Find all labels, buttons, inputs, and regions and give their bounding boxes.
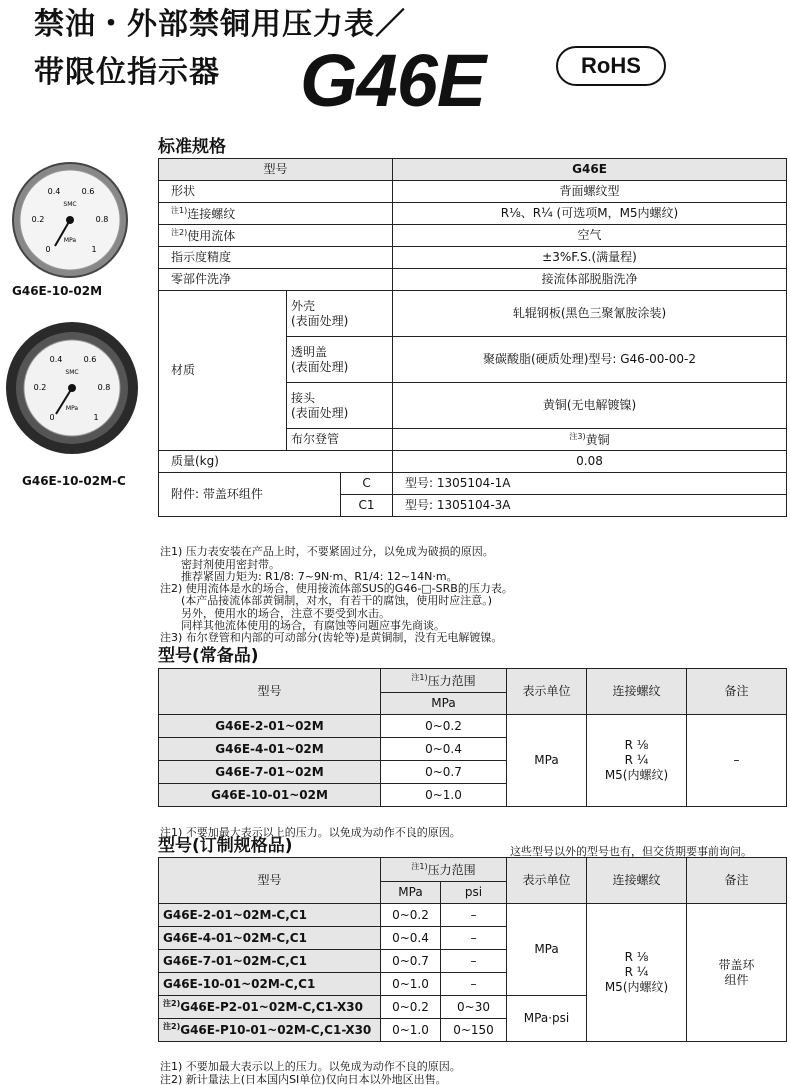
- note-line: 注2) 新计量法上(日本国内SI单位)仅向日本以外地区出售。: [160, 1072, 447, 1085]
- remark-cell: 带盖环 组件: [687, 904, 787, 1042]
- header-model: 型号: [159, 669, 381, 715]
- mpa-cell: 0~0.7: [381, 950, 441, 973]
- spec-label: 零部件洗净: [159, 269, 393, 291]
- note-marker: 注2): [163, 1022, 181, 1031]
- model-cell: G46E-10-01~02M-C,C1: [159, 973, 381, 996]
- gauge-unit: MPa: [63, 237, 77, 244]
- gauge-tick: 1: [91, 245, 97, 254]
- model-cell: G46E-7-01~02M: [159, 761, 381, 784]
- psi-cell: –: [441, 950, 507, 973]
- model-cell: G46E-10-01~02M: [159, 784, 381, 807]
- material-part: 外壳 (表面处理): [287, 291, 393, 337]
- gauge-unit: MPa: [65, 405, 79, 412]
- mpa-cell: 0~0.4: [381, 927, 441, 950]
- spec-value: ±3%F.S.(满量程): [393, 247, 787, 269]
- gauge-tick: 0.4: [49, 355, 63, 364]
- note-line: 注3) 布尔登管和内部的可动部分(齿轮等)是黄铜制，没有无电解镀镍。: [160, 631, 503, 645]
- spec-label: $^{注1)}$连接螺纹: [159, 203, 393, 225]
- gauge-tick: 1: [93, 413, 99, 422]
- note-marker: 注3): [569, 431, 586, 441]
- range-cell: 0~1.0: [381, 784, 507, 807]
- custom-side-note: 这些型号以外的型号也有，但交货期要事前询问。: [510, 845, 752, 858]
- model-cell: $^{注2)}$G46E-P10-01~02M-C,C1-X30: [159, 1019, 381, 1042]
- thread-cell: R ⅛ R ¼ M5(内螺纹): [587, 715, 687, 807]
- note-line: 推荐紧固力矩为: R1/8: 7~9N·m、R1/4: 12~14N·m。: [160, 569, 458, 583]
- spec-section-title: 标准规格: [158, 137, 226, 157]
- unit-cell: MPa: [507, 904, 587, 996]
- standard-section-title: 型号(常备品): [158, 646, 259, 666]
- gauge-caption-small: G46E-10-02M: [12, 284, 103, 298]
- psi-cell: –: [441, 973, 507, 996]
- header-unit: 表示单位: [507, 858, 587, 904]
- gauge-tick: 0: [45, 245, 51, 254]
- gauge-tick: 0.2: [33, 383, 47, 392]
- spec-value: 接流体部脱脂洗净: [393, 269, 787, 291]
- header-range-unit: MPa: [381, 693, 507, 715]
- unit-cell: MPa: [507, 715, 587, 807]
- note-line: 同样其他流体使用的场合，有腐蚀等问题应事先商谈。: [160, 619, 445, 633]
- spec-value: 背面螺纹型: [393, 181, 787, 203]
- spec-notes: [160, 534, 513, 657]
- material-label: 材质: [159, 291, 287, 451]
- accessory-code: C1: [341, 495, 393, 517]
- header-thread: 连接螺纹: [587, 858, 687, 904]
- note-line: 注1) 不要加最大表示以上的压力。以免成为动作不良的原因。: [160, 826, 461, 840]
- note-marker: 注2): [171, 227, 188, 237]
- material-value: 轧辊钢板(黑色三聚氰胺涂装): [393, 291, 787, 337]
- gauge-image-cover: [4, 320, 140, 456]
- note-marker: 注1): [171, 205, 188, 215]
- header-remark: 备注: [687, 858, 787, 904]
- model-cell: $^{注2)}$G46E-P2-01~02M-C,C1-X30: [159, 996, 381, 1019]
- spec-value: R⅛、R¼ (可选项M，M5内螺纹): [393, 203, 787, 225]
- mpa-cell: 0~0.2: [381, 904, 441, 927]
- spec-label: $^{注2)}$使用流体: [159, 225, 393, 247]
- page-title-line1: 禁油・外部禁铜用压力表／: [34, 7, 406, 42]
- page-title-line2: 带限位指示器: [34, 55, 220, 90]
- model-cell: G46E-7-01~02M-C,C1: [159, 950, 381, 973]
- header-mpa: MPa: [381, 882, 441, 904]
- mass-value: 0.08: [393, 451, 787, 473]
- mpa-cell: 0~1.0: [381, 973, 441, 996]
- thread-cell: R ⅛ R ¼ M5(内螺纹): [587, 904, 687, 1042]
- spec-header-value: G46E: [393, 159, 787, 181]
- header-range: $^{注1)}$压力范围: [381, 858, 507, 882]
- header-range: $^{注1)}$压力范围: [381, 669, 507, 693]
- psi-cell: –: [441, 927, 507, 950]
- header-thread: 连接螺纹: [587, 669, 687, 715]
- note-line: (本产品接流体部黄铜制，对水，有若干的腐蚀，使用时应注意。): [160, 594, 493, 608]
- accessory-label: 附件: 带盖环组件: [159, 473, 341, 517]
- mpa-cell: 0~1.0: [381, 1019, 441, 1042]
- custom-table: [158, 857, 787, 1042]
- gauge-tick: 0.8: [95, 215, 109, 224]
- material-part: 接头 (表面处理): [287, 383, 393, 429]
- model-cell: G46E-4-01~02M-C,C1: [159, 927, 381, 950]
- header-psi: psi: [441, 882, 507, 904]
- material-part: 布尔登管: [287, 429, 393, 451]
- note-line: 注1) 压力表安装在产品上时，不要紧固过分，以免成为破损的原因。: [160, 545, 494, 559]
- remark-cell: –: [687, 715, 787, 807]
- gauge-tick: 0.6: [81, 187, 95, 196]
- material-value: 黄铜(无电解镀镍): [393, 383, 787, 429]
- spec-header-label: 型号: [159, 159, 393, 181]
- note-line: 注1) 不要加最大表示以上的压力。以免成为动作不良的原因。: [160, 1060, 461, 1074]
- gauge-brand: SMC: [63, 201, 77, 208]
- material-part: 透明盖 (表面处理): [287, 337, 393, 383]
- range-cell: 0~0.2: [381, 715, 507, 738]
- custom-section-title: 型号(订制规格品): [158, 836, 293, 856]
- unit-cell: MPa·psi: [507, 996, 587, 1042]
- gauge-tick: 0.4: [47, 187, 61, 196]
- rohs-badge: RoHS: [556, 46, 666, 86]
- mass-label: 质量(kg): [159, 451, 393, 473]
- psi-cell: 0~150: [441, 1019, 507, 1042]
- model-cell: G46E-4-01~02M: [159, 738, 381, 761]
- note-line: 注2) 使用流体是水的场合，使用接流体部SUS的G46-□-SRB的压力表。: [160, 582, 513, 596]
- note-marker: 注1): [411, 672, 428, 682]
- header-remark: 备注: [687, 669, 787, 715]
- gauge-brand: SMC: [65, 369, 79, 376]
- psi-cell: 0~30: [441, 996, 507, 1019]
- standard-table: [158, 668, 787, 807]
- custom-notes: [160, 1049, 461, 1085]
- gauge-tick: 0: [49, 413, 55, 422]
- header-unit: 表示单位: [507, 669, 587, 715]
- spec-label: 形状: [159, 181, 393, 203]
- note-marker: 注1): [411, 861, 428, 871]
- range-cell: 0~0.4: [381, 738, 507, 761]
- header-model: 型号: [159, 858, 381, 904]
- model-cell: G46E-2-01~02M: [159, 715, 381, 738]
- gauge-tick: 0.8: [97, 383, 111, 392]
- gauge-caption-cover: G46E-10-02M-C: [22, 474, 126, 488]
- range-cell: 0~0.7: [381, 761, 507, 784]
- model-heading: G46E: [300, 39, 486, 122]
- spec-table: [158, 158, 787, 517]
- psi-cell: –: [441, 904, 507, 927]
- gauge-image-small: [10, 160, 130, 280]
- accessory-value: 型号: 1305104-3A: [393, 495, 787, 517]
- accessory-code: C: [341, 473, 393, 495]
- material-value: $^{注3)}$黄铜: [393, 429, 787, 451]
- note-line: 密封剂使用密封带。: [160, 557, 280, 571]
- spec-label: 指示度精度: [159, 247, 393, 269]
- note-marker: 注2): [163, 999, 181, 1008]
- material-value: 聚碳酸脂(硬质处理)型号: G46-00-00-2: [393, 337, 787, 383]
- note-line: 另外，使用水的场合，注意不要受到水击。: [160, 606, 390, 620]
- model-cell: G46E-2-01~02M-C,C1: [159, 904, 381, 927]
- gauge-tick: 0.6: [83, 355, 97, 364]
- accessory-value: 型号: 1305104-1A: [393, 473, 787, 495]
- mpa-cell: 0~0.2: [381, 996, 441, 1019]
- gauge-tick: 0.2: [31, 215, 45, 224]
- spec-value: 空气: [393, 225, 787, 247]
